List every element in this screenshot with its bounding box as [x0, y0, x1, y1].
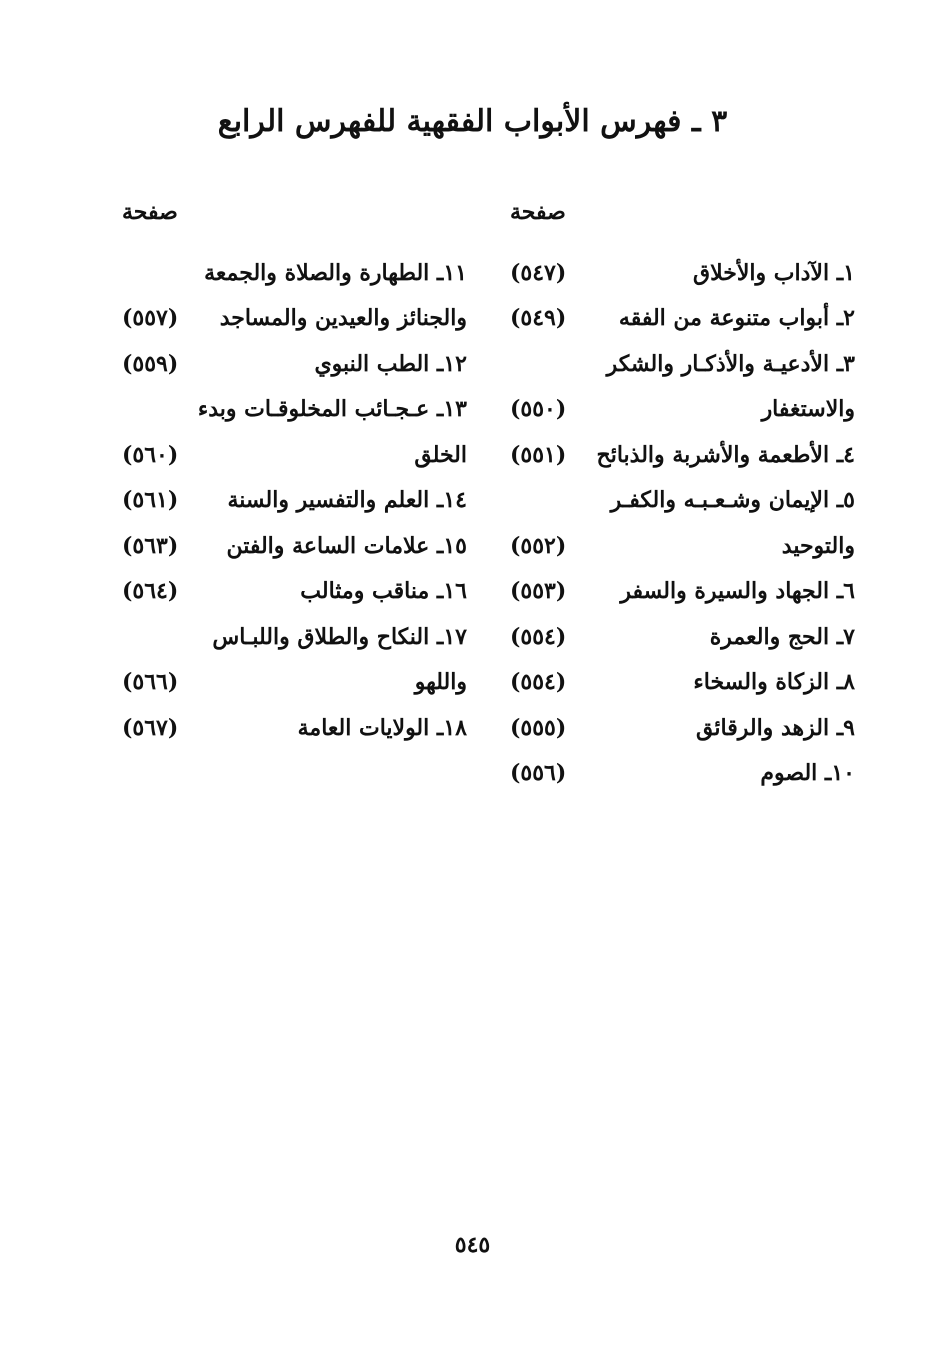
- index-entry: [510, 296, 855, 342]
- index-entry: [510, 523, 855, 569]
- entry-title: ٦ـ الجهاد والسيرة والسفر: [620, 578, 855, 605]
- entry-page: (٥٦٧): [122, 714, 179, 741]
- index-entry: [510, 660, 855, 706]
- entry-title: والاستغفار: [761, 396, 855, 423]
- index-entry: [122, 569, 467, 615]
- entry-title: ١٦ـ مناقب ومثالب: [300, 578, 467, 605]
- index-entry: [510, 614, 855, 660]
- page-title: ٣ ـ فهرس الأبواب الفقهية للفهرس الرابع: [217, 104, 728, 139]
- entry-page: (٥٦١): [122, 487, 179, 514]
- index-entry: [122, 705, 467, 751]
- entry-title: ٨ـ الزكاة والسخاء: [693, 669, 855, 696]
- entry-title: ١٥ـ علامات الساعة والفتن: [226, 532, 467, 559]
- entry-title: ١٨ـ الولايات العامة: [297, 714, 467, 741]
- entry-title: والجنائز والعيدين والمساجد: [219, 305, 467, 332]
- index-entry: [122, 614, 467, 660]
- entry-page: (٥٥٦): [510, 760, 567, 787]
- entry-title: ١٤ـ العلم والتفسير والسنة: [227, 487, 467, 514]
- entry-page: (٥٥٩): [122, 350, 179, 377]
- index-entry: [510, 705, 855, 751]
- entry-title: ١١ـ الطهارة والصلاة والجمعة: [204, 259, 467, 286]
- entry-title: ١٣ـ عـجـائب المخلوقـات وبدء: [197, 396, 467, 423]
- entry-title: ٣ـ الأدعيـة والأذكـار والشكر: [606, 350, 855, 377]
- index-column-left: [122, 192, 467, 751]
- entry-title: ١٠ـ الصوم: [760, 760, 855, 787]
- entry-title: ٥ـ الإيمان وشـعـبـه والكفـر: [610, 487, 855, 514]
- entry-page: (٥٥٤): [510, 669, 567, 696]
- entry-page: (٥٦٤): [122, 578, 179, 605]
- index-entry: [122, 478, 467, 524]
- entry-title: ٧ـ الحج والعمرة: [709, 623, 855, 650]
- index-entry: [122, 296, 467, 342]
- index-entry: [122, 387, 467, 433]
- entry-page: (٥٥٧): [122, 305, 179, 332]
- index-entry: [510, 250, 855, 296]
- index-entry: [122, 660, 467, 706]
- entry-title: والتوحيد: [781, 532, 855, 559]
- index-column-right: [510, 192, 855, 796]
- entry-title: الخلق: [414, 441, 467, 468]
- page-column-header: صفحة: [510, 199, 566, 225]
- entry-page: (٥٦٠): [122, 441, 179, 468]
- index-entry: [510, 478, 855, 524]
- entry-page: (٥٥٢): [510, 532, 567, 559]
- entry-title: ٤ـ الأطعمة والأشربة والذبائح: [596, 441, 855, 468]
- index-entry: [122, 250, 467, 296]
- entry-page: (٥٥٤): [510, 623, 567, 650]
- index-entry: [510, 387, 855, 433]
- entry-page: (٥٦٦): [122, 669, 179, 696]
- index-entry: [122, 523, 467, 569]
- entry-page: (٥٤٩): [510, 305, 567, 332]
- entry-page: (٥٥٥): [510, 714, 567, 741]
- entry-page: (٥٥٣): [510, 578, 567, 605]
- page-number: ٥٤٥: [454, 1232, 491, 1258]
- entry-page: (٥٤٧): [510, 259, 567, 286]
- index-entry: [122, 341, 467, 387]
- page-column-header: صفحة: [122, 199, 178, 225]
- index-entry: [122, 432, 467, 478]
- entry-page: (٥٦٣): [122, 532, 179, 559]
- entry-title: ١٢ـ الطب النبوي: [314, 350, 467, 377]
- index-entry: [510, 432, 855, 478]
- entry-title: ٢ـ أبواب متنوعة من الفقه: [618, 305, 855, 332]
- entry-title: ١٧ـ النكاح والطلاق واللبـاس: [212, 623, 467, 650]
- entry-page: (٥٥٠): [510, 396, 567, 423]
- entry-title: ١ـ الآداب والأخلاق: [693, 259, 855, 286]
- index-entry: [510, 751, 855, 797]
- entry-title: ٩ـ الزهد والرقائق: [696, 714, 855, 741]
- index-entry: [510, 569, 855, 615]
- entry-page: (٥٥١): [510, 441, 567, 468]
- index-entry: [510, 341, 855, 387]
- entry-title: واللهو: [414, 669, 467, 696]
